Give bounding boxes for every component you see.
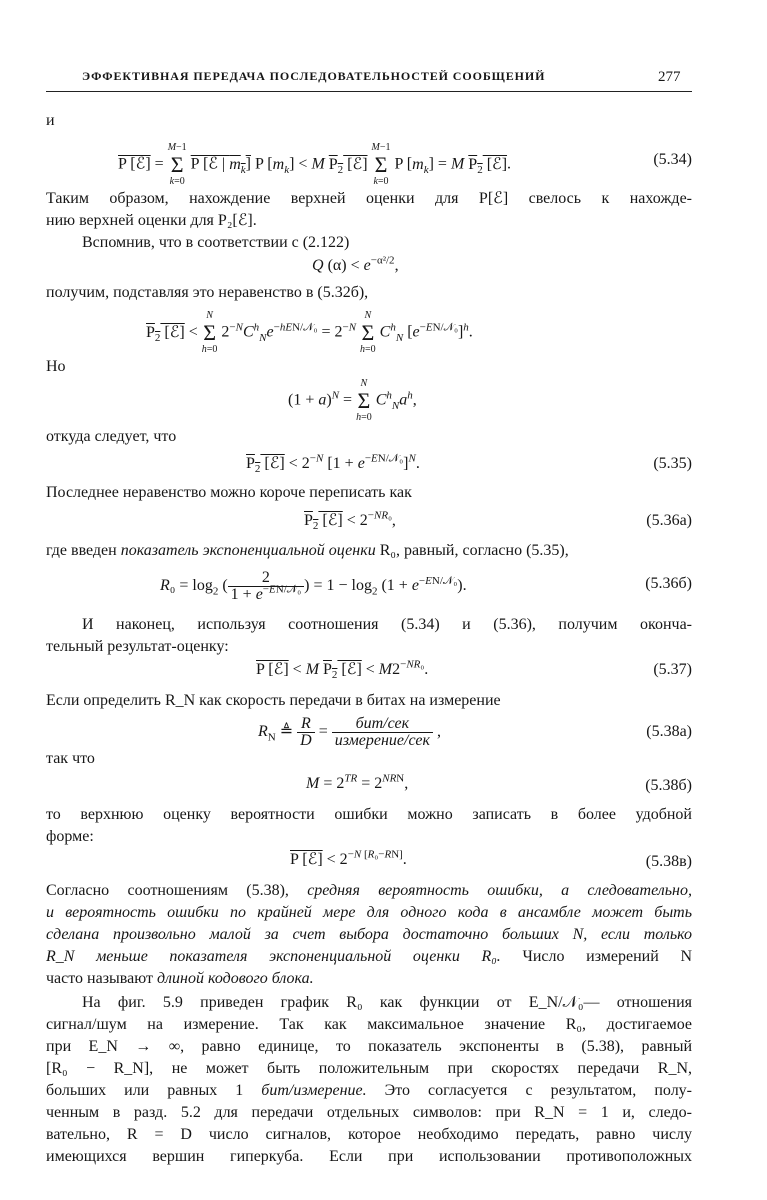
text-line: Последнее неравенство можно короче переписать как xyxy=(46,484,412,501)
text-line: [R₀ − R_N], не может быть положительным при скоростях передачи R_N, xyxy=(46,1060,692,1077)
text-line: сигнал/шум на измерение. Так как максимальное значение R₀, достигаемое xyxy=(46,1016,692,1033)
text-run: Согласно соотношениям (5.38), xyxy=(46,882,308,899)
text-line: На фиг. 5.9 приведен график R₀ как функции от E_N/𝒩₀— отношения xyxy=(82,994,692,1011)
equation-2-122: Q $(\alpha) < e^{-\alpha^2/2}$, xyxy=(312,254,399,274)
equation-5-38v: P [ℰ] < $2^{-N [R_0-RN]}$. xyxy=(290,848,407,868)
text-line: получим, подставляя это неравенство в (5.32б), xyxy=(46,284,369,301)
equation-number: (5.38б) xyxy=(645,777,692,794)
text-run: Это согласуется с результатом, полу- xyxy=(366,1082,692,1099)
text-line: так что xyxy=(46,750,95,767)
term-emphasis: показатель экспоненциальной оценки xyxy=(120,542,376,559)
text-line xyxy=(46,880,692,902)
equation-5-36a: $P_2$ [ℰ] < $2^{-NR_0}$, xyxy=(304,509,396,533)
running-header: ЭФФЕКТИВНАЯ ПЕРЕДАЧА ПОСЛЕДОВАТЕЛЬНОСТЕЙ СООБЩЕНИЙ xyxy=(82,69,546,83)
equation-5-35: $P_2$ [ℰ] < $2^{-N}$ $[1 + e^{-EN/𝒩_0}]^N$. xyxy=(246,452,420,476)
text-line: вательно, R = D число сигналов, которое необходимо передать, равно числу xyxy=(46,1126,692,1143)
text-run: R₀, равный, согласно (5.35), xyxy=(375,542,569,559)
equation-number: (5.36б) xyxy=(645,575,692,592)
text-line: Таким образом, нахождение верхней оценки для P[ℰ] свелось к нахожде- xyxy=(46,190,692,207)
text-line: форме: xyxy=(46,828,94,845)
text-run: Число измерений N xyxy=(500,948,692,965)
text-run: где введен xyxy=(46,542,121,559)
text-line: и xyxy=(46,112,55,129)
text-line: Вспомнив, что в соответствии с (2.122) xyxy=(82,234,350,251)
text-line xyxy=(46,946,692,968)
text-line: И наконец, используя соотношения (5.34) и (5.36), получим оконча- xyxy=(82,616,692,633)
text-emphasis: средняя вероятность ошибки, а следовательно, xyxy=(307,882,692,899)
equation-5-38b: $M = 2^{TR} = 2^{NRN}$, xyxy=(306,772,409,792)
text-line: Если определить R_N как скорость передачи в битах на измерение xyxy=(46,692,501,709)
text-run: больших или равных 1 xyxy=(46,1082,262,1099)
equation-5-34: P [ℰ] = M−1 Σ k=0 P [ℰ | $m_k$] P $[m_k] < M$ $P_2$ [ℰ] M−1 Σ k=0 P $[m_k] = M$ $P_2$ [ℰ]. xyxy=(118,142,512,187)
text-line xyxy=(46,1080,692,1102)
equation-number: (5.38в) xyxy=(645,853,692,870)
unit-emphasis: бит/измерение. xyxy=(261,1082,367,1099)
text-line: откуда следует, что xyxy=(46,428,177,445)
fraction-denominator: измерение/сек xyxy=(334,732,430,749)
text-line xyxy=(46,968,692,990)
equation-binomial: $(1 + a)^N$ = N Σ h=0 $C^h_Na^h$, xyxy=(288,378,417,423)
text-line: при E_N → ∞, равно единице, то показатель экспоненты в (5.38), равный xyxy=(46,1038,692,1055)
text-line: имеющихся вершин гиперкуба. Если при использовании противоположных xyxy=(46,1148,692,1165)
equation-number: (5.37) xyxy=(653,661,692,678)
equation-number: (5.35) xyxy=(653,455,692,472)
equation-number: (5.36а) xyxy=(646,512,692,529)
page-number: 277 xyxy=(658,69,681,85)
text-line xyxy=(46,540,692,562)
equation-number: (5.34) xyxy=(653,151,692,168)
text-line: сделана произвольно малой за счет выбора достаточно больших N, если только xyxy=(46,926,692,943)
text-line: Но xyxy=(46,358,66,375)
text-line: то верхнюю оценку вероятности ошибки можно записать в более удобной xyxy=(46,806,692,823)
text-line: тельный результат-оценку: xyxy=(46,638,229,655)
term-emphasis: длиной кодового блока. xyxy=(156,970,314,987)
text-line: нию верхней оценки для P₂[ℰ]. xyxy=(46,212,257,229)
text-emphasis: R_N меньше показателя экспоненциальной оценки R₀. xyxy=(46,948,501,965)
equation-p2-bound: $P_2$ [ℰ] < N Σ h=0 $2^{-N}C^h_Ne^{-hEN/𝒩_0} = 2^{-N}$ N Σ h=0 $C^h_N$ $[e^{-EN/𝒩_0}]^h$. xyxy=(146,310,473,355)
text-line: ченным в разд. 5.2 для передачи отдельных символов: при R_N = 1 и, следо- xyxy=(46,1104,692,1121)
equation-5-36b: $R_0 = \log_2$ ( $\frac{2}{1 + e^{-EN/𝒩_0}}$ ) = $1 - \log_2 (1 + e^{-EN/𝒩_0})$. xyxy=(160,569,467,603)
fraction-numerator: бит/сек xyxy=(332,716,433,733)
text-run: часто называют xyxy=(46,970,157,987)
equation-number: (5.38а) xyxy=(646,723,692,740)
equation-5-38a: $R_N$ ≜ $\frac{R}{D}$ = $\frac{\text{бит/сек}}{\text{измерение/сек}}$ , xyxy=(258,715,441,749)
text-line: и вероятность ошибки по крайней мере для одного кода в ансамбле может быть xyxy=(46,904,692,921)
header-rule xyxy=(46,91,692,92)
equation-5-37: P [ℰ] < M $P_2$ [ℰ] < $M2^{-NR_0}$. xyxy=(256,658,429,682)
